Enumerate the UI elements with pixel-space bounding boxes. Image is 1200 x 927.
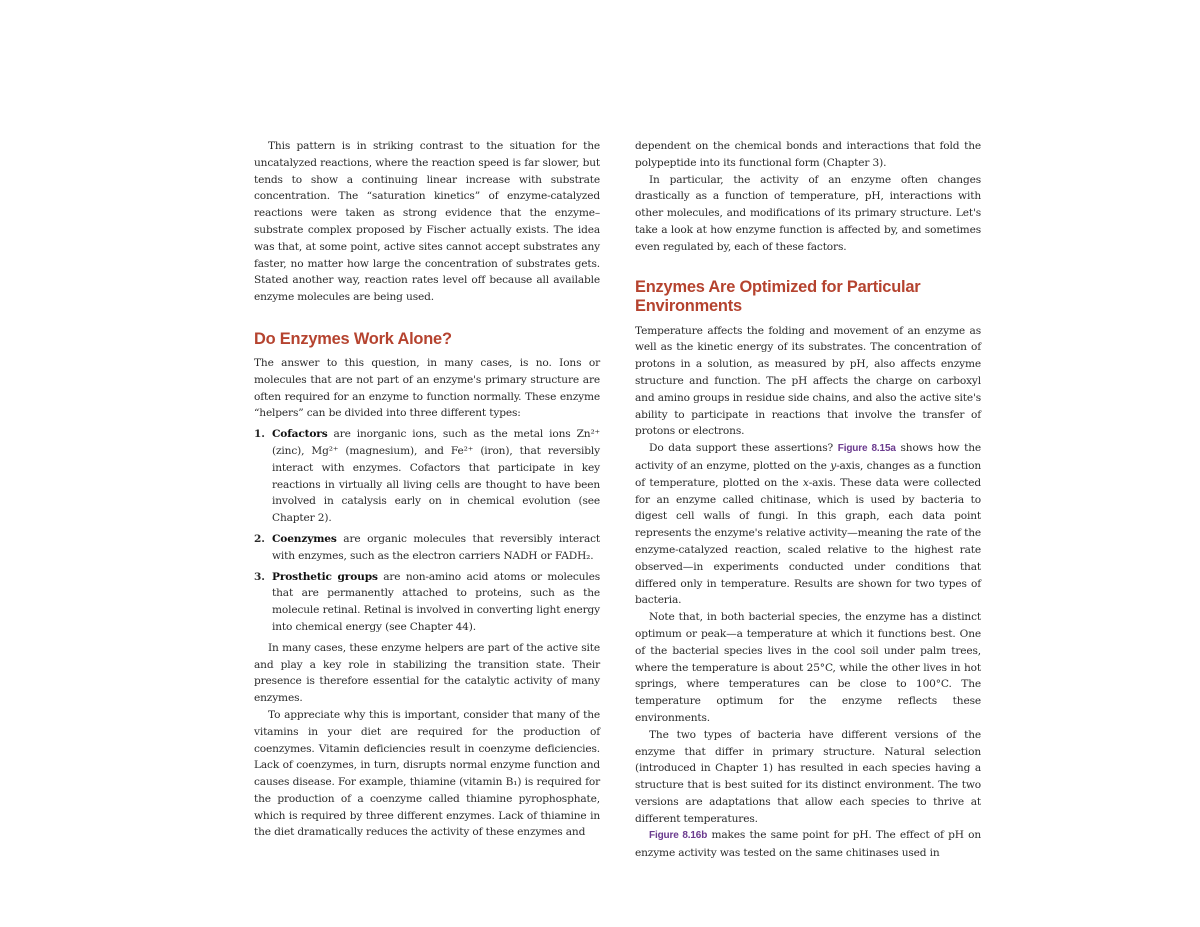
paragraph-chemical-bonds: dependent on the chemical bonds and interactions that fold the polypeptide into its functional form (Chapter 3). — [635, 140, 981, 169]
list-item-coenzymes — [254, 531, 600, 565]
figure-reference-8-15a[interactable]: Figure 8.15a — [837, 443, 896, 455]
paragraph-saturation-kinetics: This pattern is in striking contrast to the situation for the uncatalyzed reactions, where the reaction speed is far slower, but tends to show a continuing linear increase with substrate concentration. The “saturation kinetics” of enzyme-catalyzed reactions were taken as strong evidence that the enzyme–substrate complex proposed by Fischer actually exists. The idea was that, at some point, active sites cannot accept substrates any faster, no matter how large the concentration of substrates gets. Stated another way, reaction rates level off because all available enzyme molecules are being used. — [254, 140, 600, 304]
enzyme-helpers-list — [254, 426, 600, 636]
text-segment: shows how the activity of an enzyme, plotted on the — [635, 442, 982, 472]
paragraph-temperature-optimum: Note that, in both bacterial species, the enzyme has a distinct optimum or peak—a temperature at which it functions best. One of the bacterial species lives in the cool soil under palm trees, where the temperature is about 25°C, while the other lives in hot springs, where temperatures can be close to 100°C. The temperature optimum for the enzyme reflects these environments. — [635, 611, 981, 724]
list-item-prosthetic-groups — [254, 569, 600, 636]
right-column — [635, 138, 982, 860]
list-number: 3. — [254, 570, 265, 583]
list-number: 1. — [254, 428, 265, 441]
x-axis-italic: x — [802, 476, 809, 489]
term-prosthetic-groups: Prosthetic groups — [272, 570, 378, 583]
term-cofactors: Cofactors — [272, 428, 328, 441]
heading-enzymes-optimized: Enzymes Are Optimized for Particular Environments — [635, 277, 921, 315]
text-segment: -axis, changes as a function of temperature, plotted on the — [635, 459, 981, 489]
left-column — [254, 138, 600, 839]
y-axis-italic: y — [830, 459, 837, 472]
list-number: 2. — [254, 532, 265, 545]
list-item-text: are organic molecules that reversibly interact with enzymes, such as the electron carriers NADH or FADH₂. — [272, 532, 600, 562]
list-item-text: are non-amino acid atoms or molecules that are permanently attached to proteins, such as the molecule retinal. Retinal is involved in converting light energy into chemical energy (see Chapter 44). — [272, 570, 600, 633]
paragraph-data-support — [635, 440, 981, 609]
paragraph-enzyme-helpers-intro: The answer to this question, in many cases, is no. Ions or molecules that are not part of an enzyme's primary structure are often required for an enzyme to function normally. These enzyme “helpers” can be divided into three different types: — [254, 356, 600, 420]
heading-do-enzymes-work-alone: Do Enzymes Work Alone? — [254, 329, 452, 348]
paragraph-activity-changes: In particular, the activity of an enzyme often changes drastically as a function of temperature, pH, interactions with other molecules, and modifications of its primary structure. Let's take a look at how enzyme function is affected by, and sometimes even regulated by, each of these factors. — [635, 173, 981, 253]
figure-reference-8-16b[interactable]: Figure 8.16b — [649, 830, 708, 842]
paragraph-vitamins: To appreciate why this is important, consider that many of the vitamins in your diet are required for the production of coenzymes. Vitamin deficiencies result in coenzyme deficiencies. Lack of coenzymes, in turn, disrupts normal enzyme function and causes disease. For example, thiamine (vitamin B₁) is required for the production of a coenzyme called thiamine pyrophosphate, which is required by three different enzymes. Lack of thiamine in the diet dramatically reduces the activity of these enzymes and — [254, 708, 600, 839]
text-segment: Do data support these assertions? — [649, 442, 838, 455]
list-item-cofactors — [254, 426, 600, 527]
paragraph-ph-effect — [635, 827, 981, 862]
term-coenzymes: Coenzymes — [272, 532, 337, 545]
text-segment: -axis. These data were collected for an enzyme called chitinase, which is used by bacteria to digest cell walls of fungi. In this graph, each data point represents the enzyme's relative activity—meaning the rate of the enzyme-catalyzed reaction, scaled relative to the highest rate observed—in experiments conducted under conditions that differed only in temperature. Results are shown for two types of bacteria. — [635, 476, 981, 607]
paragraph-temperature-ph: Temperature affects the folding and movement of an enzyme as well as the kinetic energy of its substrates. The concentration of protons in a solution, as measured by pH, also affects enzyme structure and function. The pH affects the charge on carboxyl and amino groups in residue side chains, and also the active site's ability to participate in reactions that involve the transfer of protons or electrons. — [635, 324, 981, 438]
list-item-text: are inorganic ions, such as the metal ions Zn²⁺ (zinc), Mg²⁺ (magnesium), and Fe²⁺ (iron), that reversibly interact with enzymes. Cofactors that participate in key reactions in virtually all living cells are thought to have been involved in catalysis early on in chemical evolution (see Chapter 2). — [272, 428, 600, 525]
paragraph-natural-selection: The two types of bacteria have different versions of the enzyme that differ in primary structure. Natural selection (introduced in Chapter 1) has resulted in each species having a structure that is best suited for its distinct environment. The two versions are adaptations that allow each species to thrive at different temperatures. — [635, 728, 981, 825]
text-segment: makes the same point for pH. The effect of pH on enzyme activity was tested on the same chitinases used in — [635, 829, 981, 860]
paragraph-helpers-active-site: In many cases, these enzyme helpers are part of the active site and play a key role in stabilizing the transition state. Their presence is therefore essential for the catalytic activity of many enzymes. — [254, 641, 600, 705]
